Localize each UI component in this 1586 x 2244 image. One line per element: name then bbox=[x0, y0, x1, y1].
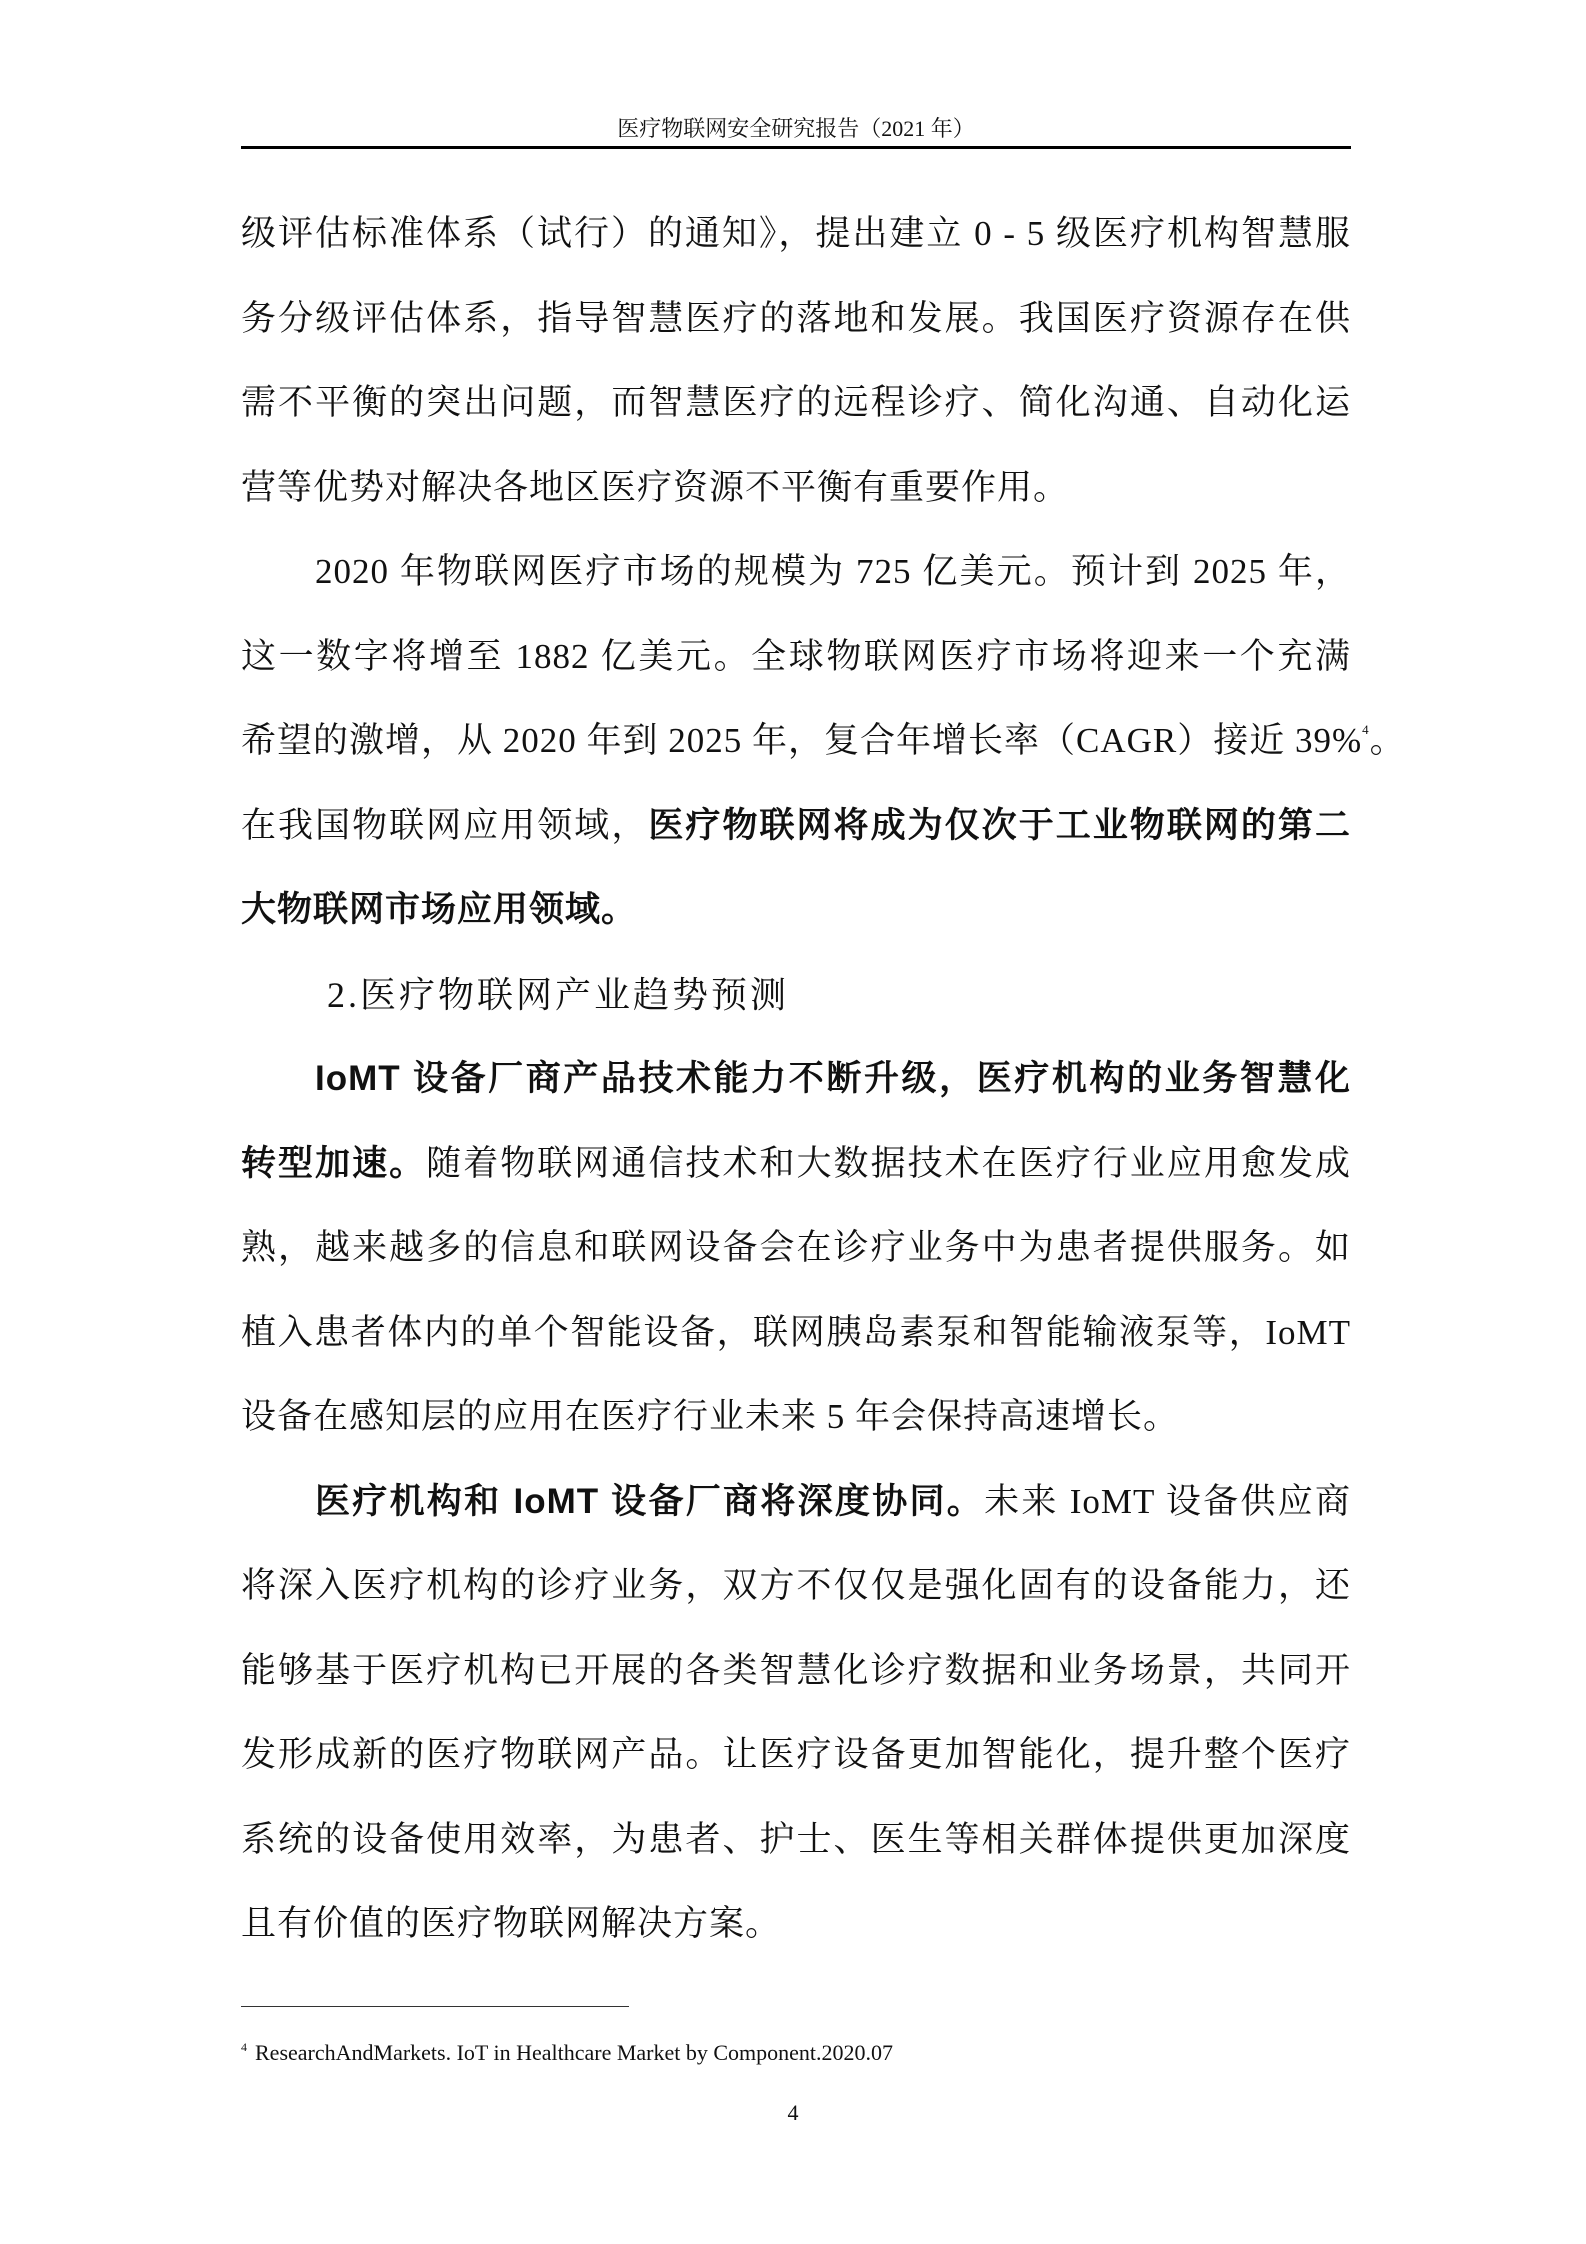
text-segment: 级评估标准体系（试行）的通知》，提出建立 0 - 5 级医疗机构智慧服 bbox=[241, 214, 1351, 253]
text-line bbox=[241, 615, 1351, 700]
text-line bbox=[241, 1291, 1351, 1376]
footnote-text: ResearchAndMarkets. IoT in Healthcare Market by Component.2020.07 bbox=[255, 2040, 894, 2065]
bold-text: IoMT 设备厂商产品技术能力不断升级，医疗机构的业务智慧化 bbox=[315, 1059, 1351, 1098]
text-line bbox=[241, 1713, 1351, 1798]
text-line bbox=[241, 868, 1351, 953]
footnote bbox=[241, 2040, 893, 2066]
bold-text: 转型加速。 bbox=[241, 1143, 427, 1183]
bold-text: 医疗机构和 IoMT 设备厂商将深度协同。 bbox=[315, 1481, 985, 1521]
text-segment: 熟，越来越多的信息和联网设备会在诊疗业务中为患者提供服务。如 bbox=[241, 1228, 1351, 1267]
bold-text: 医疗物联网将成为仅次于工业物联网的第二 bbox=[648, 805, 1351, 845]
text-segment: 务分级评估体系，指导智慧医疗的落地和发展。我国医疗资源存在供 bbox=[241, 298, 1351, 338]
section-heading bbox=[241, 953, 1351, 1038]
text-line bbox=[241, 277, 1351, 362]
text-segment: 在我国物联网应用领域， bbox=[241, 805, 649, 845]
text-line bbox=[241, 530, 1351, 615]
text-segment: 这一数字将增至 1882 亿美元。全球物联网医疗市场将迎来一个充满 bbox=[241, 636, 1351, 676]
running-header: 医疗物联网安全研究报告（2021 年） bbox=[617, 116, 975, 141]
text-line bbox=[241, 1037, 1351, 1122]
document-body bbox=[241, 192, 1406, 1967]
bold-text: 大物联网市场应用领域。 bbox=[241, 890, 638, 929]
text-segment: 将深入医疗机构的诊疗业务，双方不仅仅是强化固有的设备能力，还 bbox=[241, 1566, 1351, 1605]
text-segment: 能够基于医疗机构已开展的各类智慧化诊疗数据和业务场景，共同开 bbox=[241, 1650, 1351, 1690]
text-segment: 发形成新的医疗物联网产品。让医疗设备更加智能化，提升整个医疗 bbox=[241, 1735, 1351, 1774]
text-line bbox=[241, 361, 1351, 446]
text-segment: 营等优势对解决各地区医疗资源不平衡有重要作用。 bbox=[241, 467, 1070, 507]
footnote-marker: 4 bbox=[241, 2040, 247, 2054]
text-line bbox=[241, 1375, 1351, 1460]
text-segment: 未来 IoMT 设备供应商 bbox=[984, 1481, 1351, 1521]
footnote-rule bbox=[241, 2006, 629, 2007]
text-line bbox=[241, 192, 1351, 277]
text-segment: 需不平衡的突出问题，而智慧医疗的远程诊疗、简化沟通、自动化运 bbox=[241, 383, 1351, 422]
text-line bbox=[241, 1122, 1351, 1207]
footnote-reference: 4 bbox=[1362, 722, 1370, 737]
text-line bbox=[241, 784, 1351, 869]
header-rule bbox=[241, 146, 1351, 149]
text-line bbox=[241, 446, 1351, 531]
text-line bbox=[241, 1460, 1351, 1545]
text-line bbox=[241, 1882, 1351, 1967]
text-segment: 系统的设备使用效率，为患者、护士、医生等相关群体提供更加深度 bbox=[241, 1819, 1351, 1859]
text-line bbox=[241, 1798, 1351, 1883]
text-segment: 且有价值的医疗物联网解决方案。 bbox=[241, 1904, 782, 1943]
page-number: 4 bbox=[787, 2100, 799, 2125]
text-segment: 希望的激增，从 2020 年到 2025 年，复合年增长率（CAGR）接近 39% bbox=[241, 721, 1363, 760]
text-segment: 2.医疗物联网产业趋势预测 bbox=[327, 974, 790, 1015]
text-segment: 随着物联网通信技术和大数据技术在医疗行业应用愈发成 bbox=[426, 1143, 1351, 1183]
text-segment: 。 bbox=[1369, 721, 1406, 760]
text-line bbox=[241, 1206, 1351, 1291]
text-segment: 2020 年物联网医疗市场的规模为 725 亿美元。预计到 2025 年， bbox=[315, 552, 1351, 591]
text-segment: 植入患者体内的单个智能设备，联网胰岛素泵和智能输液泵等，IoMT bbox=[241, 1312, 1351, 1352]
text-line bbox=[241, 1629, 1351, 1714]
text-segment: 设备在感知层的应用在医疗行业未来 5 年会保持高速增长。 bbox=[241, 1397, 1180, 1436]
text-line bbox=[241, 699, 1406, 784]
text-line bbox=[241, 1544, 1351, 1629]
